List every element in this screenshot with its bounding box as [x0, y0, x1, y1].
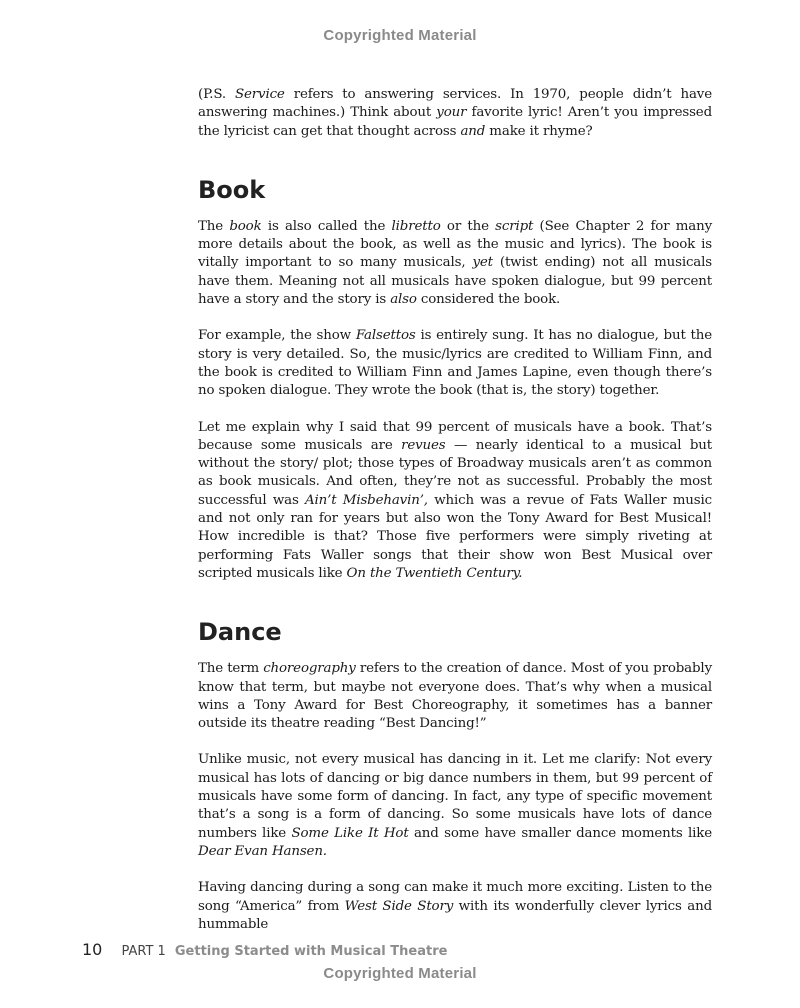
emphasis-text: yet [472, 255, 493, 271]
emphasis-text: your [436, 105, 467, 121]
emphasis-text: libretto [391, 218, 441, 234]
emphasis-text: Falsettos [355, 328, 416, 344]
page-footer [82, 940, 447, 962]
emphasis-text: choreography [263, 661, 356, 677]
watermark-bottom: Copyrighted Material [323, 965, 477, 982]
section-heading-book: Book [198, 175, 266, 204]
emphasis-text: Ain’t Misbehavin’, [305, 492, 428, 508]
book-paragraph-1: The book is also called the libretto or the script (See Chapter 2 for many more details about the book, as well as the music and lyrics). The book is vitally important to so many musicals, yet (twist ending) not all musicals have them. Meaning not all musicals have spoken dialogue, but 99 percent have a story and the story is also considered the book. [198, 218, 713, 308]
book-paragraph-2: For example, the show Falsettos is entirely sung. It has no dialogue, but the story is very detailed. So, the music/lyrics are credited to William Finn, and the book is credited to William Finn and James Lapine, even though there’s no spoken dialogue. They wrote the book (that is, the story) together. [198, 328, 713, 399]
section-heading-dance: Dance [198, 618, 282, 647]
emphasis-text: script [495, 218, 534, 234]
page-body [198, 86, 712, 934]
dance-paragraph-3: Having dancing during a song can make it much more exciting. Listen to the song “America” from West Side Story with its wonderfully clever lyrics and hummable [198, 880, 712, 932]
emphasis-text: and [460, 123, 486, 139]
watermark-top: Copyrighted Material [323, 27, 477, 44]
page-number: 10 [82, 940, 103, 959]
part-title: Getting Started with Musical Theatre [174, 944, 448, 959]
emphasis-text: On the Twentieth Century. [346, 565, 523, 581]
emphasis-text: revues [401, 437, 446, 453]
dance-paragraph-1: The term choreography refers to the creation of dance. Most of you probably know that term, but maybe not everyone does. That’s why when a musical wins a Tony Award for Best Choreography, it sometimes has a banner outside its theatre reading “Best Dancing!” [198, 661, 712, 732]
emphasis-text: Dear Evan Hansen. [198, 843, 327, 859]
intro-paragraph: (P.S. Service refers to answering services. In 1970, people didn’t have answering machines.) Think about your favorite lyric! Aren’t you impressed the lyricist can get that thought across and make it rhyme? [198, 87, 713, 139]
emphasis-text: Service [234, 87, 285, 102]
part-label: PART 1 [121, 944, 166, 959]
emphasis-text: book [229, 218, 262, 234]
emphasis-text: West Side Story [344, 898, 454, 914]
emphasis-text: Some Like It Hot [291, 825, 409, 841]
book-paragraph-3: Let me explain why I said that 99 percent of musicals have a book. That’s because some musicals are revues — nearly identical to a musical but without the story/ plot; those types of Broadway musicals aren’t as common as book musicals. And often, they’re not as successful. Probably the most successful was Ain’t Misbehavin’, which was a revue of Fats Waller music and not only ran for years but also won the Tony Award for Best Musical! How incredible is that? Those five performers were simply riveting at performing Fats Waller songs that their show won Best Musical over scripted musicals like On the Twentieth Century. [198, 419, 712, 581]
dance-paragraph-2: Unlike music, not every musical has dancing in it. Let me clarify: Not every musical has lots of dancing or big dance numbers in them, but 99 percent of musicals have some form of dancing. In fact, any type of specific movement that’s a song is a form of dancing. So some musicals have lots of dance numbers like Some Like It Hot and some have smaller dance moments like Dear Evan Hansen. [198, 752, 712, 859]
emphasis-text: also [390, 292, 417, 308]
